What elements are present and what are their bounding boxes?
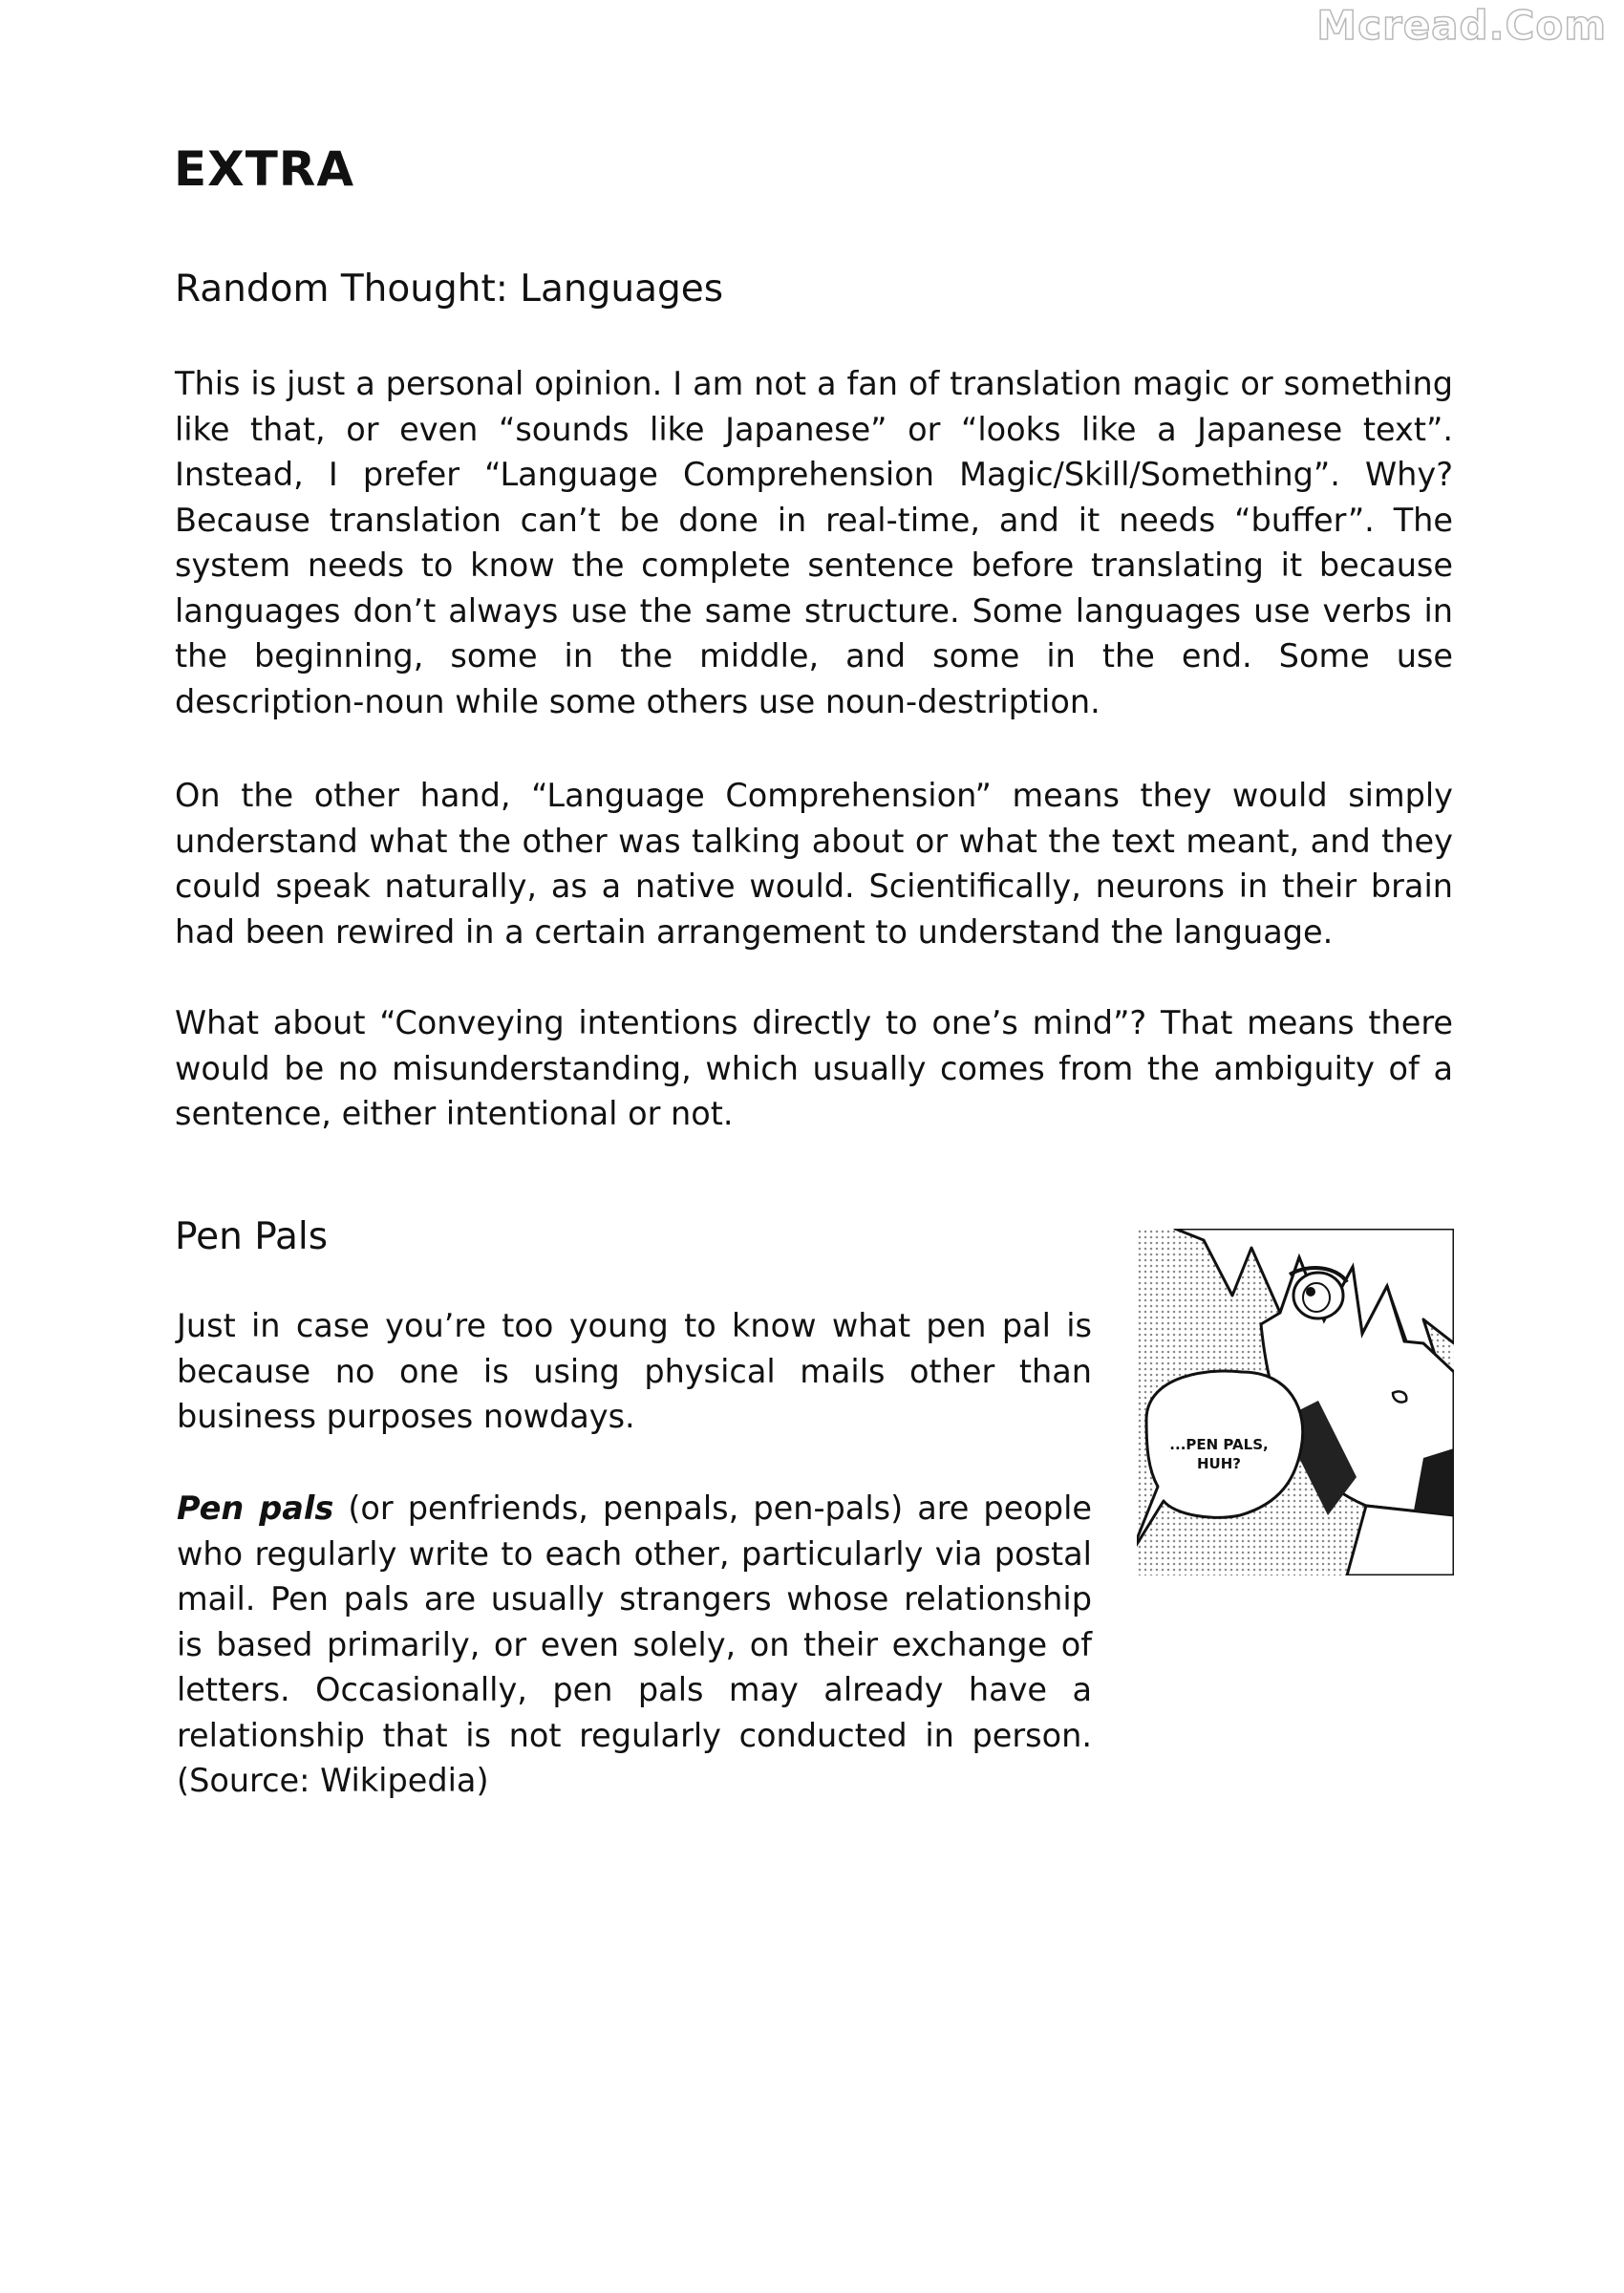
languages-paragraph-3: What about “Conveying intentions directly to one’s mind”? That means there would be no misunderstanding, which usually comes from the ambiguity of a sentence, either intentional or not. xyxy=(175,1004,1453,1132)
speech-bubble-line-2: HUH? xyxy=(1197,1455,1241,1472)
speech-bubble-line-1: ...PEN PALS, xyxy=(1169,1436,1269,1453)
pen-pals-paragraph-2 xyxy=(177,1486,1092,1804)
languages-heading: Random Thought: Languages xyxy=(175,268,724,311)
manga-panel-illustration xyxy=(1137,1229,1454,1575)
languages-paragraph-1: This is just a personal opinion. I am not a fan of translation magic or something like that, or even “sounds like Japanese” or “looks like a Japanese text”. Instead, I prefer “Language Comprehension Magic/Skill/Something”. Why? Because translation can’t be done in real-time, and it needs “buffer”. The system needs to know the complete sentence before translating it because languages don’t always use the same structure. Some languages use verbs in the beginning, some in the middle, and some in the end. Some use description-noun while some others use noun-destription. xyxy=(175,365,1453,720)
pen-pals-paragraph-1: Just in case you’re too young to know what pen pal is because no one is using physical mails other than business purposes nowdays. xyxy=(177,1307,1092,1435)
pen-pals-definition: (or penfriends, penpals, pen-pals) are people who regularly write to each other, particularly via postal mail. Pen pals are usually strangers whose relationship is based primarily, or even solely, on their exchange of letters. Occasionally, pen pals may already have a relationship that is not regularly conducted in person. (Source: Wikipedia) xyxy=(177,1489,1092,1799)
watermark: Mcread.Com xyxy=(1316,2,1607,49)
page-title: EXTRA xyxy=(174,141,355,197)
pen-pals-heading: Pen Pals xyxy=(175,1215,329,1258)
pen-pals-term: Pen pals xyxy=(177,1489,334,1527)
languages-paragraph-2: On the other hand, “Language Comprehension” means they would simply understand what the other was talking about or what the text meant, and they could speak naturally, as a native would. Scientifically, neurons in their brain had been rewired in a certain arrangement to understand the language. xyxy=(175,777,1453,951)
speech-bubble-text xyxy=(1156,1435,1282,1473)
